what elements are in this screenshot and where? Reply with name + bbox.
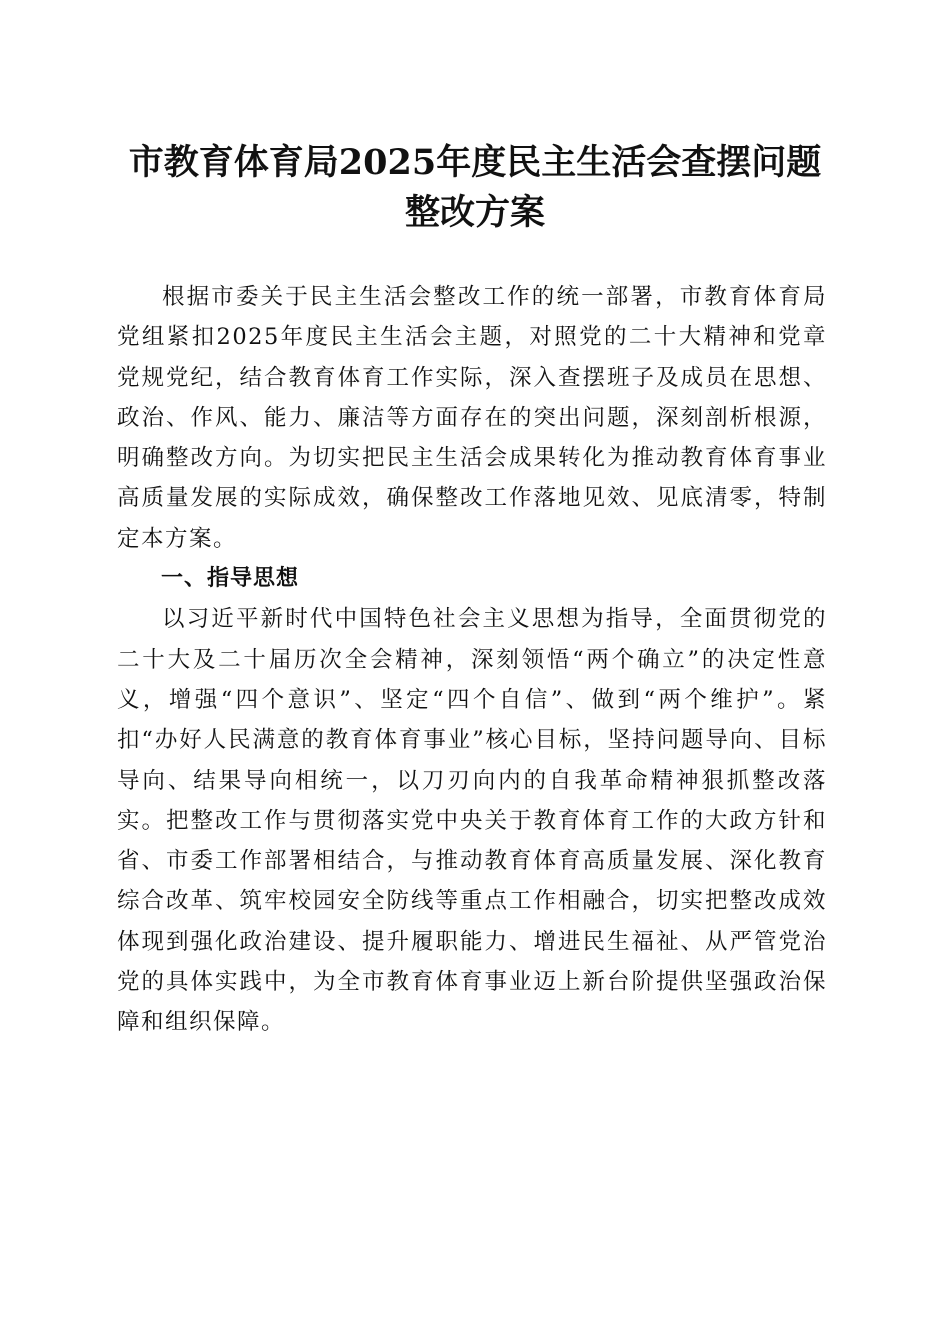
document-title bbox=[100, 138, 850, 238]
guiding-ideology-paragraph: 以习近平新时代中国特色社会主义思想为指导，全面贯彻党的二十大及二十届历次全会精神，深刻领悟“两个确立”的决定性意义，增强“四个意识”、坚定“四个自信”、做到“两个维护”。紧扣“办好人民满意的教育体育事业”核心目标，坚持问题导向、目标导向、结果导向相统一，以刀刃向内的自我革命精神狠抓整改落实。把整改工作与贯彻落实党中央关于教育体育工作的大政方针和省、市委工作部署相结合，与推动教育体育高质量发展、深化教育综合改革、筑牢校园安全防线等重点工作相融合，切实把整改成效体现到强化政治建设、提升履职能力、增进民生福祉、从严管党治党的具体实践中，为全市教育体育事业迈上新台阶提供坚强政治保障和组织保障。 bbox=[117, 606, 827, 1036]
document-body bbox=[117, 277, 827, 1043]
title-line-2: 整改方案 bbox=[404, 192, 545, 233]
section-heading-guiding-ideology: 一、指导思想 bbox=[161, 566, 300, 592]
title-line-1: 市教育体育局2025年度民主生活会查摆问题 bbox=[128, 142, 822, 183]
intro-paragraph: 根据市委关于民主生活会整改工作的统一部署，市教育体育局党组紧扣2025年度民主生活会主题，对照党的二十大精神和党章党规党纪，结合教育体育工作实际，深入查摆班子及成员在思想、政治、作风、能力、廉洁等方面存在的突出问题，深刻剖析根源，明确整改方向。为切实把民主生活会成果转化为推动教育体育事业高质量发展的实际成效，确保整改工作落地见效、见底清零，特制定本方案。 bbox=[117, 284, 827, 552]
